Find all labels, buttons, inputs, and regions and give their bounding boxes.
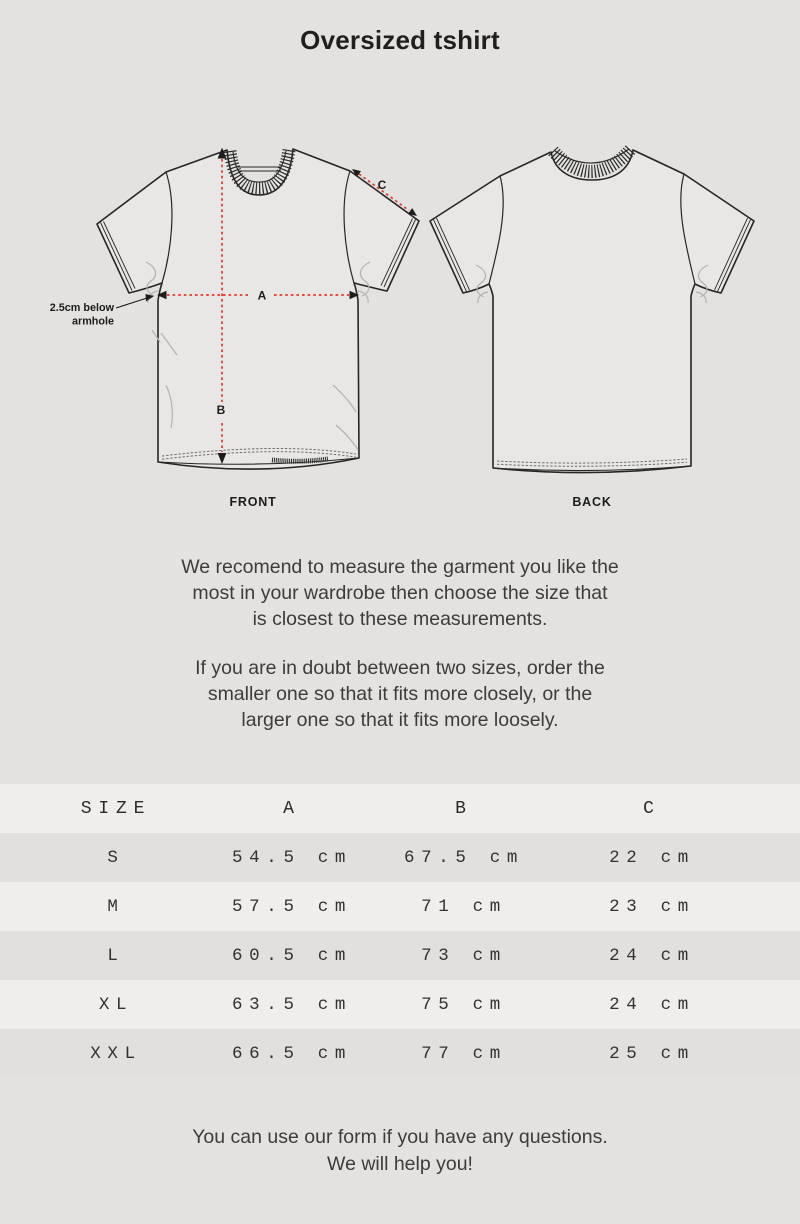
page-title: Oversized tshirt xyxy=(300,25,500,55)
measure-label-c: C xyxy=(377,178,387,192)
cell-b: 67.5 cm xyxy=(403,847,525,868)
table-row-s xyxy=(0,833,800,882)
front-collar xyxy=(230,150,289,189)
cell-c: 25 cm xyxy=(609,1043,695,1064)
back-collar xyxy=(553,149,631,172)
cell-size: M xyxy=(107,896,125,917)
cell-a: 66.5 cm xyxy=(232,1043,353,1064)
cell-a: 60.5 cm xyxy=(232,945,353,966)
cell-b: 77 cm xyxy=(421,1043,507,1064)
cell-a: 57.5 cm xyxy=(232,896,353,917)
header-c: C xyxy=(643,798,661,819)
intro-p2-line3: larger one so that it fits more loosely. xyxy=(241,709,559,731)
front-shirt-silhouette xyxy=(97,149,419,469)
cell-c: 22 cm xyxy=(609,847,695,868)
footer-line1: You can use our form if you have any questions. xyxy=(192,1126,608,1148)
cell-size: L xyxy=(107,945,125,966)
header-a: A xyxy=(283,798,301,819)
intro-paragraph-1 xyxy=(0,554,800,632)
cell-a: 63.5 cm xyxy=(232,994,353,1015)
size-table-header-row xyxy=(0,784,800,833)
cell-c: 24 cm xyxy=(609,945,695,966)
intro-p2-line1: If you are in doubt between two sizes, order the xyxy=(195,657,605,679)
footer-text xyxy=(0,1124,800,1178)
size-diagram xyxy=(0,125,800,508)
front-view-label: FRONT xyxy=(229,495,277,508)
intro-p1-line2: most in your wardrobe then choose the size that xyxy=(192,582,608,604)
table-row-l xyxy=(0,931,800,980)
cell-c: 23 cm xyxy=(609,896,695,917)
armhole-note xyxy=(50,294,154,328)
front-shirt-drawing xyxy=(50,148,419,509)
back-view-label: BACK xyxy=(572,495,612,508)
intro-p1-line3: is closest to these measurements. xyxy=(252,608,548,630)
size-table xyxy=(0,784,800,1078)
cell-size: S xyxy=(107,847,125,868)
header-b: B xyxy=(455,798,473,819)
cell-a: 54.5 cm xyxy=(232,847,353,868)
intro-p2-line2: smaller one so that it fits more closely, or the xyxy=(207,683,593,705)
cell-size: XL xyxy=(98,994,134,1015)
cell-b: 71 cm xyxy=(421,896,507,917)
armhole-note-line2: armhole xyxy=(71,315,114,328)
measure-label-a: A xyxy=(257,288,267,303)
cell-b: 75 cm xyxy=(421,994,507,1015)
back-shirt-silhouette xyxy=(430,150,754,473)
table-row-xl xyxy=(0,980,800,1029)
back-shirt-drawing xyxy=(430,149,754,508)
table-row-m xyxy=(0,882,800,931)
cell-size: XXL xyxy=(90,1043,142,1064)
intro-text xyxy=(0,554,800,733)
measure-label-b: B xyxy=(216,403,226,417)
table-row-xxl xyxy=(0,1029,800,1078)
armhole-note-line1: 2.5cm below xyxy=(49,302,114,314)
intro-p1-line1: We recomend to measure the garment you like the xyxy=(181,556,619,578)
cell-c: 24 cm xyxy=(609,994,695,1015)
footer-line2: We will help you! xyxy=(327,1153,473,1175)
header-size: SIZE xyxy=(80,798,152,819)
intro-paragraph-2 xyxy=(0,655,800,733)
cell-b: 73 cm xyxy=(421,945,507,966)
